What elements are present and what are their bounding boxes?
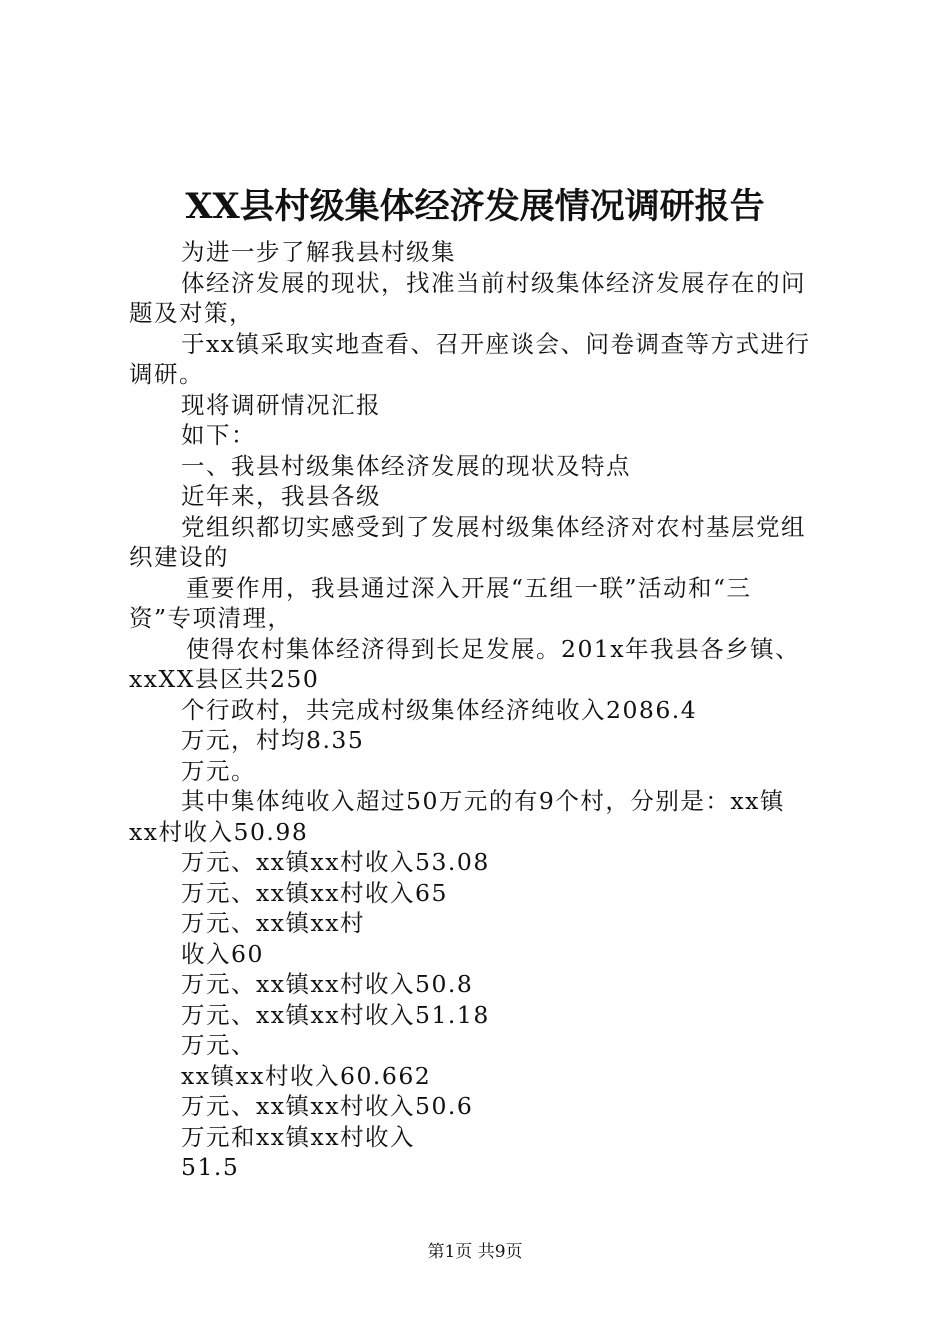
document-title: XX县村级集体经济发展情况调研报告: [185, 186, 765, 227]
body-line: 党组织都切实感受到了发展村级集体经济对农村基层党组: [181, 513, 806, 541]
body-line: 调研。: [129, 360, 204, 388]
body-line: xx村收入50.98: [129, 818, 309, 846]
body-line: 51.5: [181, 1153, 240, 1181]
body-line: 资”专项清理，: [129, 604, 293, 632]
page-footer: 第1页 共9页: [427, 1242, 523, 1262]
body-line: 万元、xx镇xx村: [181, 909, 366, 937]
body-line: 收入60: [181, 940, 264, 968]
body-line: xxXX县区共250: [129, 665, 320, 693]
body-line: 万元，村均8.35: [181, 726, 365, 754]
body-line: 如下：: [181, 421, 256, 449]
body-line: 万元、xx镇xx村收入50.6: [181, 1092, 474, 1120]
body-line: 织建设的: [129, 543, 229, 571]
body-line: 万元、xx镇xx村收入53.08: [181, 848, 490, 876]
body-line: 个行政村，共完成村级集体经济纯收入2086.4: [181, 696, 698, 724]
body-line: 万元、xx镇xx村收入51.18: [181, 1001, 490, 1029]
body-line: 使得农村集体经济得到长足发展。201x年我县各乡镇、: [186, 635, 801, 663]
body-line: 重要作用，我县通过深入开展“五组一联”活动和“三: [186, 574, 752, 602]
body-line: 万元。: [181, 757, 256, 785]
section-heading: 一、我县村级集体经济发展的现状及特点: [181, 452, 631, 480]
body-line: 题及对策，: [129, 299, 254, 327]
body-line: 现将调研情况汇报: [181, 391, 381, 419]
body-line: 于xx镇采取实地查看、召开座谈会、问卷调查等方式进行: [181, 330, 811, 358]
body-line: 为进一步了解我县村级集: [181, 238, 456, 266]
body-line: 万元和xx镇xx村收入: [181, 1123, 416, 1151]
body-line: 其中集体纯收入超过50万元的有9个村，分别是：xx镇: [181, 787, 785, 815]
body-line: 体经济发展的现状，找准当前村级集体经济发展存在的问: [181, 269, 806, 297]
body-line: 万元、xx镇xx村收入65: [181, 879, 448, 907]
body-line: xx镇xx村收入60.662: [181, 1062, 432, 1090]
body-line: 万元、xx镇xx村收入50.8: [181, 970, 474, 998]
body-line: 近年来，我县各级: [181, 482, 381, 510]
body-line: 万元、: [181, 1031, 256, 1059]
